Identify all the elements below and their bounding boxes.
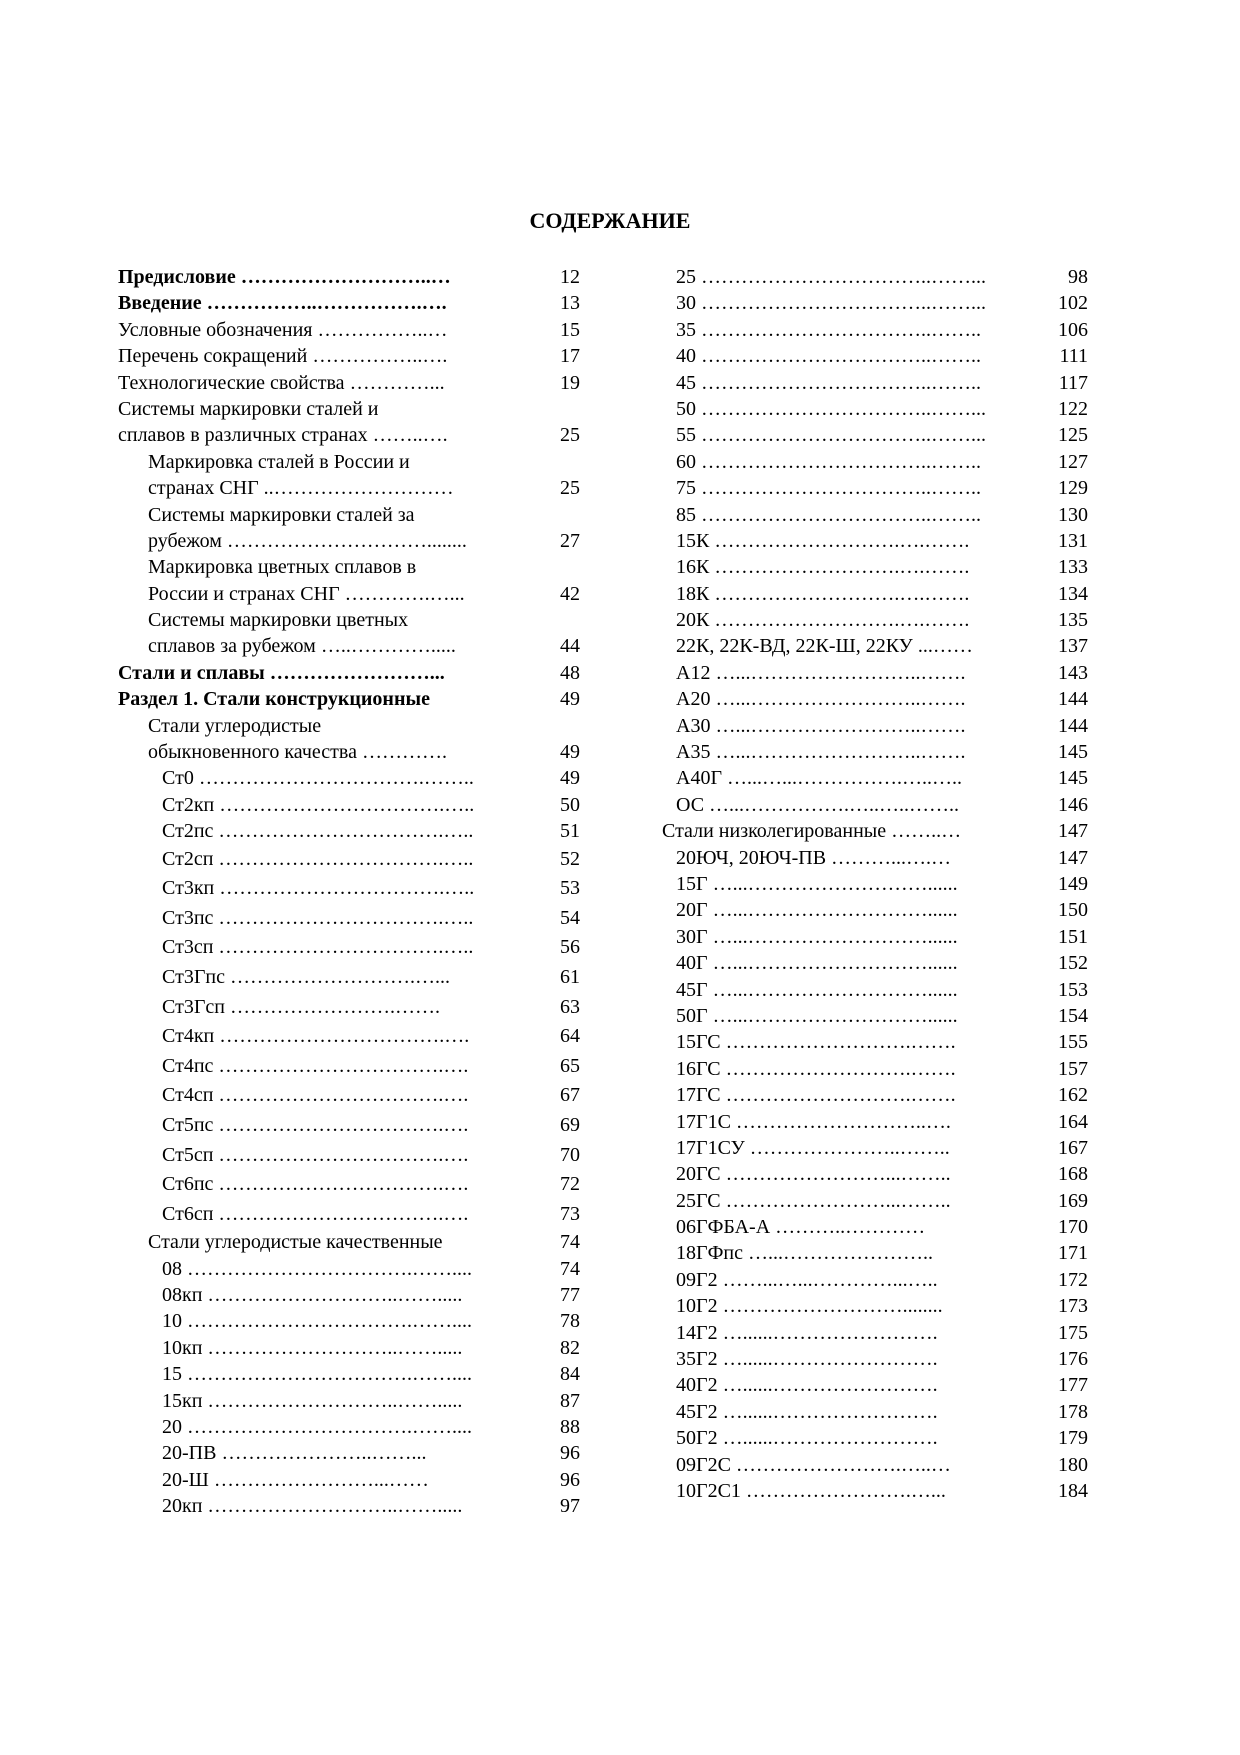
- toc-entry: [118, 904, 578, 934]
- toc-entry-page-number: 184: [1058, 1479, 1088, 1502]
- toc-entry-page-number: 169: [1058, 1189, 1088, 1212]
- toc-entry-page-number: 178: [1058, 1400, 1088, 1423]
- toc-entry-page-number: 175: [1058, 1321, 1088, 1344]
- toc-entry-page-number: 170: [1058, 1216, 1088, 1239]
- toc-entry-label: 20ГС ……………………...……..: [676, 1163, 951, 1186]
- toc-entry: [662, 871, 1088, 897]
- toc-entry: [662, 607, 1088, 633]
- toc-entry-label: 40Г2 …......…………………….: [676, 1374, 938, 1397]
- toc-entry-page-number: 98: [1068, 266, 1088, 288]
- toc-entry-page-number: 144: [1058, 714, 1088, 737]
- page-title: СОДЕРЖАНИЕ: [529, 208, 691, 233]
- toc-entry-page-number: 54: [560, 906, 580, 929]
- toc-entry: [662, 528, 1088, 554]
- toc-entry: [118, 1308, 578, 1334]
- toc-entry-label: 09Г2С …………………….…..…: [676, 1453, 951, 1476]
- toc-entry-page-number: 96: [560, 1468, 580, 1491]
- toc-entry-label: 20-Ш ……………………...……: [162, 1468, 429, 1491]
- toc-entry-page-number: 122: [1058, 397, 1088, 420]
- toc-entry-page-number: 168: [1058, 1163, 1088, 1186]
- toc-entry: [118, 1256, 578, 1282]
- toc-entry: [118, 993, 578, 1023]
- toc-entry-page-number: 125: [1058, 424, 1088, 447]
- toc-entry: [662, 370, 1088, 396]
- toc-entry: [662, 1003, 1088, 1029]
- toc-entry-label: Стали углеродистые качественные: [148, 1231, 443, 1254]
- toc-entry-label: Ст6пс …………………………….….: [162, 1173, 469, 1196]
- toc-entry-page-number: 17: [560, 345, 580, 368]
- toc-entry-label: Ст2кп …………………………….…..: [162, 793, 475, 816]
- toc-entry-label: 08 …………………………….……....: [162, 1257, 472, 1280]
- toc-entry: [118, 792, 578, 818]
- toc-entry-page-number: 154: [1058, 1004, 1088, 1027]
- toc-entry-label: 17ГС ……………………….…….: [676, 1084, 956, 1107]
- toc-entry-page-number: 64: [560, 1025, 580, 1048]
- toc-entry-label: обыкновенного качества ………….: [148, 741, 447, 764]
- toc-entry: [662, 1240, 1088, 1266]
- toc-entry-page-number: 131: [1058, 529, 1088, 552]
- toc-entry-page-number: 44: [560, 635, 580, 658]
- toc-entry: [662, 977, 1088, 1003]
- toc-entry-page-number: 77: [560, 1284, 580, 1307]
- toc-entry-page-number: 49: [560, 688, 580, 711]
- toc-entry: [662, 765, 1088, 791]
- toc-entry: [118, 874, 578, 904]
- toc-entry-label: Условные обозначения ……………..…: [118, 318, 448, 341]
- toc-entry: [662, 1135, 1088, 1161]
- toc-entry: [662, 396, 1088, 422]
- toc-entry-page-number: 171: [1058, 1242, 1088, 1265]
- toc-entry-page-number: 134: [1058, 582, 1088, 605]
- toc-entry: [662, 1425, 1088, 1451]
- toc-entry: [118, 845, 578, 875]
- toc-entry-label: 55 ……………………………..……...: [676, 424, 986, 447]
- toc-entry: [118, 607, 578, 633]
- toc-entry-label: Предисловие ………………………..…: [118, 266, 451, 288]
- toc-entry-label: 17Г1СУ …………………..……..: [676, 1136, 950, 1159]
- toc-entry-label: Ст4кп …………………………….….: [162, 1025, 470, 1048]
- toc-entry: [118, 370, 578, 396]
- toc-entry-label: 20К ……………………….….…….: [676, 609, 970, 632]
- toc-entry: [662, 343, 1088, 369]
- toc-entry: [662, 1082, 1088, 1108]
- toc-entry-page-number: 153: [1058, 978, 1088, 1001]
- toc-entry-page-number: 147: [1058, 820, 1088, 843]
- toc-entry: [662, 1029, 1088, 1055]
- toc-entry-page-number: 145: [1058, 767, 1088, 790]
- toc-entry: [662, 264, 1088, 290]
- toc-entry: [662, 290, 1088, 316]
- toc-entry: [118, 1440, 578, 1466]
- toc-entry: [118, 933, 578, 963]
- toc-entry-label: 25ГС ……………………...……..: [676, 1189, 951, 1212]
- toc-entry-page-number: 143: [1058, 661, 1088, 684]
- toc-entry-page-number: 97: [560, 1495, 580, 1518]
- toc-entry: [118, 475, 578, 501]
- toc-entry-label: А30 …...……………………..…….: [676, 714, 966, 737]
- toc-entry-page-number: 25: [560, 424, 580, 447]
- toc-entry: [662, 924, 1088, 950]
- toc-entry: [662, 422, 1088, 448]
- toc-entry-page-number: 78: [560, 1310, 580, 1333]
- toc-entry: [662, 897, 1088, 923]
- toc-entry: [118, 1361, 578, 1387]
- toc-entry-page-number: 96: [560, 1442, 580, 1465]
- toc-entry: [118, 686, 578, 712]
- toc-entry-page-number: 51: [560, 820, 580, 843]
- toc-entry: [118, 1141, 578, 1171]
- toc-entry-page-number: 146: [1058, 793, 1088, 816]
- toc-entry: [662, 1056, 1088, 1082]
- toc-entry: [118, 1467, 578, 1493]
- toc-entry-label: Ст4пс …………………………….….: [162, 1054, 469, 1077]
- toc-entry-label: 45Г …...………………………......: [676, 978, 958, 1001]
- toc-entry: [118, 1493, 578, 1519]
- toc-entry-page-number: 144: [1058, 688, 1088, 711]
- toc-entry-label: А20 …...……………………..…….: [676, 688, 966, 711]
- toc-entry-label: странах СНГ ..………………………: [148, 477, 454, 500]
- toc-entry-label: 30 ……………………………..……...: [676, 292, 986, 315]
- toc-entry-page-number: 167: [1058, 1136, 1088, 1159]
- toc-entry: [662, 792, 1088, 818]
- toc-entry-page-number: 151: [1058, 925, 1088, 948]
- toc-entry-page-number: 164: [1058, 1110, 1088, 1133]
- toc-entry-page-number: 127: [1058, 450, 1088, 473]
- toc-entry-page-number: 87: [560, 1389, 580, 1412]
- toc-entry-label: 14Г2 …......…………………….: [676, 1321, 938, 1344]
- toc-entry: [118, 290, 578, 316]
- toc-entry-label: Ст4сп …………………………….….: [162, 1084, 469, 1107]
- toc-entry-page-number: 150: [1058, 899, 1088, 922]
- toc-entry-label: Ст3Гпс ……………………….…...: [162, 965, 450, 988]
- toc-entry: [662, 317, 1088, 343]
- toc-entry-page-number: 157: [1058, 1057, 1088, 1080]
- toc-entry: [118, 1081, 578, 1111]
- toc-entry-label: 30Г …...………………………......: [676, 925, 958, 948]
- toc-entry: [118, 660, 578, 686]
- toc-entry-label: 22К, 22К-ВД, 22К-Ш, 22КУ ...……: [676, 635, 973, 658]
- toc-entry-label: 06ГФБА-А ………..…………: [676, 1216, 926, 1239]
- toc-entry-page-number: 50: [560, 793, 580, 816]
- toc-entry-page-number: 147: [1058, 846, 1088, 869]
- toc-entry: [662, 1452, 1088, 1478]
- toc-entry-label: Ст0 …………………………….……..: [162, 767, 474, 790]
- toc-entry: [662, 1109, 1088, 1135]
- toc-entry: [662, 633, 1088, 659]
- toc-entry-label: 20ЮЧ, 20ЮЧ-ПВ ………...….…: [676, 846, 952, 869]
- toc-entry-label: 35Г2 …......…………………….: [676, 1348, 938, 1371]
- toc-entry-page-number: 25: [560, 477, 580, 500]
- toc-entry-label: 09Г2 ……...…...…………...…..: [676, 1268, 938, 1291]
- toc-entry-page-number: 162: [1058, 1084, 1088, 1107]
- toc-entry-label: 40Г …...………………………......: [676, 952, 958, 975]
- toc-entry-label: 50Г2 …......…………………….: [676, 1427, 938, 1450]
- toc-entry: [118, 1111, 578, 1141]
- toc-entry-label: Стали углеродистые: [148, 714, 322, 737]
- toc-entry-page-number: 179: [1058, 1427, 1088, 1450]
- toc-entry-page-number: 70: [560, 1143, 580, 1166]
- toc-entry: [662, 1214, 1088, 1240]
- toc-entry-label: Ст6сп …………………………….….: [162, 1202, 469, 1225]
- toc-entry-page-number: 48: [560, 661, 580, 684]
- toc-entry-label: Перечень сокращений ……………..….: [118, 345, 448, 368]
- toc-entry-page-number: 130: [1058, 503, 1088, 526]
- toc-entry-page-number: 73: [560, 1202, 580, 1225]
- toc-entry-label: А35 …...……………………..…….: [676, 741, 966, 764]
- toc-entry-page-number: 74: [560, 1257, 580, 1280]
- toc-entry: [118, 1170, 578, 1200]
- toc-entry: [118, 317, 578, 343]
- toc-entry: [118, 1335, 578, 1361]
- toc-entry: [662, 950, 1088, 976]
- toc-entry: [662, 686, 1088, 712]
- toc-entry-label: Стали низколегированные ……..…: [662, 820, 962, 843]
- toc-entry-label: 08кп ………………………..…….....: [162, 1284, 463, 1307]
- toc-entry: [662, 1161, 1088, 1187]
- toc-entry-page-number: 52: [560, 847, 580, 870]
- toc-entry-page-number: 65: [560, 1054, 580, 1077]
- toc-entry-page-number: 155: [1058, 1031, 1088, 1054]
- toc-entry-label: 15ГС ……………………….…….: [676, 1031, 956, 1054]
- toc-entry-page-number: 152: [1058, 952, 1088, 975]
- toc-entry-label: Системы маркировки сталей и: [118, 397, 379, 420]
- toc-entry-label: 45Г2 …......…………………….: [676, 1400, 938, 1423]
- toc-entry: [118, 1229, 578, 1255]
- toc-entry: [118, 343, 578, 369]
- toc-entry-page-number: 61: [560, 965, 580, 988]
- toc-entry: [118, 818, 578, 844]
- toc-left-column: [118, 264, 578, 1520]
- toc-entry-label: 40 ……………………………..……..: [676, 345, 981, 368]
- toc-entry-label: 25 ……………………………..……...: [676, 266, 986, 288]
- toc-entry-page-number: 53: [560, 877, 580, 900]
- toc-entry-label: Системы маркировки сталей за: [148, 503, 415, 526]
- toc-entry-label: сплавов в различных странах ……..….: [118, 424, 448, 447]
- toc-entry-page-number: 145: [1058, 741, 1088, 764]
- toc-entry-label: 18К ……………………….….…….: [676, 582, 970, 605]
- toc-entry: [118, 1052, 578, 1082]
- toc-entry-label: 17Г1С ………………………..….: [676, 1110, 951, 1133]
- toc-entry-label: Маркировка сталей в России и: [148, 450, 410, 473]
- toc-entry: [118, 396, 578, 422]
- toc-entry-label: 16К ……………………….….…….: [676, 556, 970, 579]
- toc-entry-label: сплавов за рубежом …..………….....: [148, 635, 456, 658]
- toc-entry-label: России и странах СНГ ………….…...: [148, 582, 465, 605]
- toc-entry: [118, 1282, 578, 1308]
- toc-entry-page-number: 27: [560, 529, 580, 552]
- toc-entry-label: 10 …………………………….……....: [162, 1310, 472, 1333]
- toc-entry-label: 10Г2С1 …………………….…...: [676, 1479, 946, 1502]
- toc-entry: [662, 554, 1088, 580]
- toc-entry-page-number: 180: [1058, 1453, 1088, 1476]
- toc-entry-label: 15 …………………………….……....: [162, 1363, 472, 1386]
- toc-entry-page-number: 74: [560, 1231, 580, 1254]
- toc-entry: [662, 1320, 1088, 1346]
- toc-entry-label: 45 ……………………………..……..: [676, 371, 981, 394]
- toc-entry: [118, 502, 578, 528]
- toc-entry-label: Стали и сплавы ……………………...: [118, 661, 445, 684]
- toc-entry-label: Ст3Гсп …………………….…….: [162, 995, 440, 1018]
- toc-entry-label: 10Г2 ………………………........: [676, 1295, 943, 1318]
- toc-entry-label: Технологические свойства …………...: [118, 371, 445, 394]
- toc-entry: [118, 581, 578, 607]
- toc-entry-label: Ст3сп …………………………….…..: [162, 936, 474, 959]
- toc-entry-page-number: 72: [560, 1173, 580, 1196]
- toc-entry-label: 15Г …...………………………......: [676, 872, 958, 895]
- toc-entry: [662, 581, 1088, 607]
- toc-entry: [662, 660, 1088, 686]
- toc-entry-label: 50 ……………………………..……...: [676, 397, 986, 420]
- toc-entry-page-number: 173: [1058, 1295, 1088, 1318]
- toc-entry: [662, 845, 1088, 871]
- toc-entry-page-number: 42: [560, 582, 580, 605]
- toc-entry-label: 20кп ………………………..…….....: [162, 1495, 463, 1518]
- toc-entry: [118, 422, 578, 448]
- toc-entry: [118, 1200, 578, 1230]
- toc-entry-label: рубежом …………………………........: [148, 529, 467, 552]
- toc-entry-label: А12 …...……………………..…….: [676, 661, 966, 684]
- toc-entry-label: 18ГФпс …...…………………..: [676, 1242, 933, 1265]
- toc-entry: [118, 1388, 578, 1414]
- toc-entry-label: 20 …………………………….……....: [162, 1416, 472, 1439]
- toc-entry-label: 10кп ………………………..…….....: [162, 1336, 463, 1359]
- toc-entry-label: Ст3кп …………………………….…..: [162, 877, 475, 900]
- toc-entry-label: 20Г …...………………………......: [676, 899, 958, 922]
- toc-entry-page-number: 56: [560, 936, 580, 959]
- toc-entry-page-number: 177: [1058, 1374, 1088, 1397]
- toc-entry-page-number: 176: [1058, 1348, 1088, 1371]
- toc-entry: [118, 765, 578, 791]
- toc-entry-page-number: 49: [560, 741, 580, 764]
- toc-entry-label: 16ГС ……………………….…….: [676, 1057, 956, 1080]
- toc-entry: [662, 739, 1088, 765]
- toc-entry: [662, 1267, 1088, 1293]
- toc-entry-label: Раздел 1. Стали конструкционные: [118, 688, 430, 711]
- toc-entry: [662, 1346, 1088, 1372]
- toc-entry: [118, 554, 578, 580]
- toc-entry-label: Ст5сп …………………………….….: [162, 1143, 469, 1166]
- toc-entry-label: 75 ……………………………..……..: [676, 477, 981, 500]
- toc-entry-page-number: 129: [1058, 477, 1088, 500]
- toc-entry-page-number: 106: [1058, 318, 1088, 341]
- toc-entry: [662, 818, 1088, 844]
- toc-entry-label: Ст3пс …………………………….…..: [162, 906, 474, 929]
- toc-entry: [118, 963, 578, 993]
- toc-entry-label: Ст2сп …………………………….…..: [162, 847, 474, 870]
- toc-entry-label: 15кп ………………………..…….....: [162, 1389, 463, 1412]
- toc-entry-page-number: 135: [1058, 609, 1088, 632]
- toc-entry-page-number: 19: [560, 371, 580, 394]
- toc-entry-label: 35 ……………………………..……..: [676, 318, 981, 341]
- toc-entry-label: 85 ……………………………..……..: [676, 503, 981, 526]
- toc-entry: [118, 713, 578, 739]
- toc-entry-page-number: 67: [560, 1084, 580, 1107]
- toc-entry: [118, 1414, 578, 1440]
- toc-entry-page-number: 12: [560, 266, 580, 288]
- toc-entry: [118, 1022, 578, 1052]
- toc-entry-page-number: 137: [1058, 635, 1088, 658]
- toc-entry-label: 20-ПВ …………………..……...: [162, 1442, 427, 1465]
- toc-entry-label: Системы маркировки цветных: [148, 609, 409, 632]
- toc-entry: [662, 1478, 1088, 1504]
- toc-entry-label: ОС …...…………….…..…..……..: [676, 793, 960, 816]
- toc-entry: [118, 633, 578, 659]
- toc-entry-label: Введение ……………..…………….….: [118, 292, 447, 315]
- toc-entry: [118, 264, 578, 290]
- toc-entry-label: Ст2пс …………………………….…..: [162, 820, 474, 843]
- toc-entry: [662, 1372, 1088, 1398]
- toc-entry: [118, 739, 578, 765]
- toc-entry: [118, 528, 578, 554]
- toc-entry-label: А40Г …...…...…………….…..…..: [676, 767, 963, 790]
- toc-entry-page-number: 69: [560, 1113, 580, 1136]
- toc-entry-page-number: 111: [1059, 345, 1088, 368]
- toc-entry-page-number: 63: [560, 995, 580, 1018]
- toc-right-column: [662, 264, 1088, 1504]
- toc-entry-label: 60 ……………………………..……..: [676, 450, 981, 473]
- toc-entry-page-number: 133: [1058, 556, 1088, 579]
- toc-entry: [662, 449, 1088, 475]
- toc-entry-page-number: 13: [560, 292, 580, 315]
- toc-entry: [662, 1293, 1088, 1319]
- toc-entry-page-number: 117: [1058, 371, 1088, 394]
- toc-entry-page-number: 15: [560, 318, 580, 341]
- toc-entry: [662, 713, 1088, 739]
- toc-entry: [118, 449, 578, 475]
- toc-entry-label: 15К ……………………….….…….: [676, 529, 970, 552]
- toc-entry: [662, 1399, 1088, 1425]
- toc-entry: [662, 475, 1088, 501]
- toc-entry-page-number: 84: [560, 1363, 580, 1386]
- toc-entry: [662, 1188, 1088, 1214]
- toc-entry-page-number: 49: [560, 767, 580, 790]
- toc-entry-page-number: 102: [1058, 292, 1088, 315]
- toc-entry-label: 50Г …...………………………......: [676, 1004, 958, 1027]
- toc-entry-page-number: 149: [1058, 872, 1088, 895]
- toc-entry-page-number: 82: [560, 1336, 580, 1359]
- toc-entry-label: Ст5пс …………………………….….: [162, 1113, 469, 1136]
- toc-entry-page-number: 88: [560, 1416, 580, 1439]
- toc-entry: [662, 502, 1088, 528]
- toc-entry-page-number: 172: [1058, 1268, 1088, 1291]
- toc-entry-label: Маркировка цветных сплавов в: [148, 556, 417, 579]
